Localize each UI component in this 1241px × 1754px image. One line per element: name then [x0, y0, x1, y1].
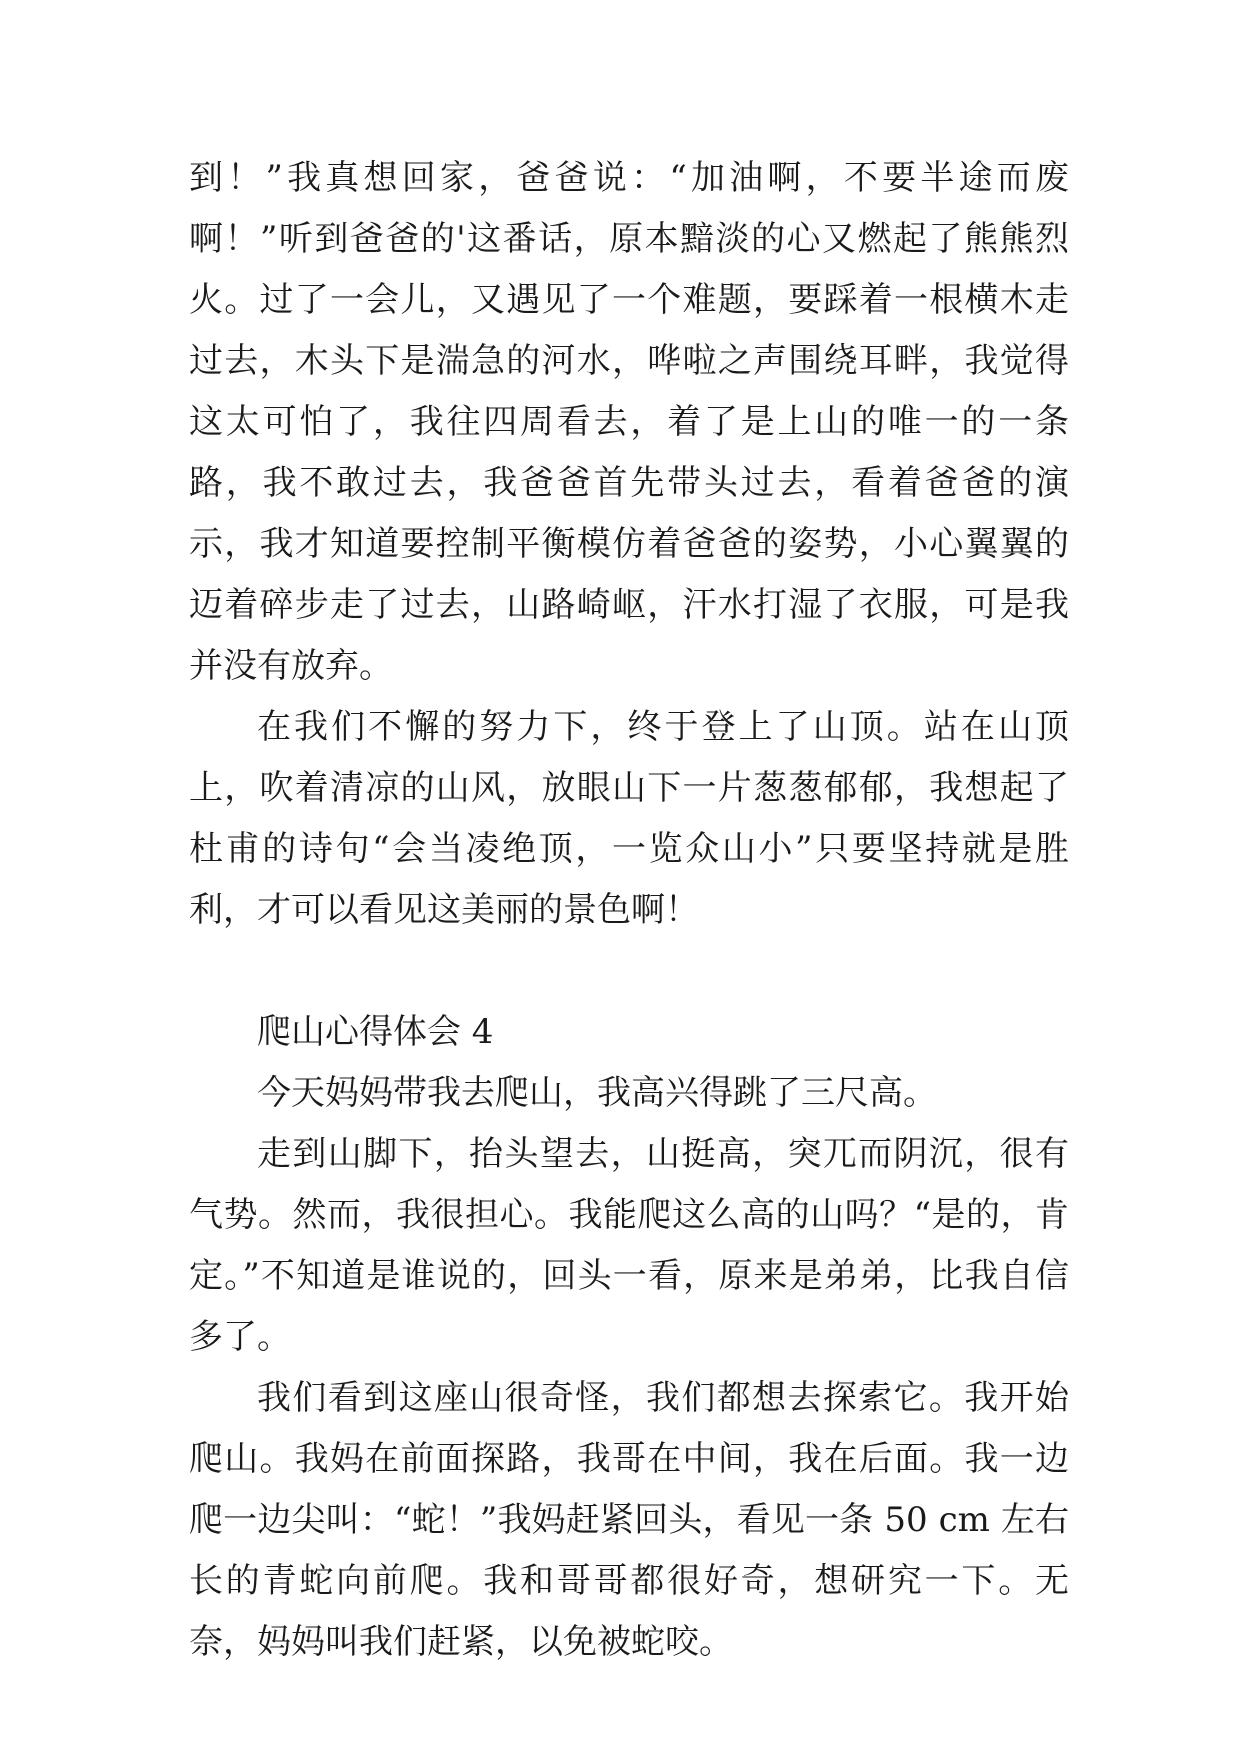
paragraph-mountain-foot: 走到山脚下，抬头望去，山挺高，突兀而阴沉，很有气势。然而，我很担心。我能爬这么高的山吗？“是的，肯定。”不知道是谁说的，回头一看，原来是弟弟，比我自信多了。	[189, 1134, 1069, 1357]
paragraph-summit: 在我们不懈的努力下，终于登上了山顶。站在山顶上，吹着清凉的山风，放眼山下一片葱葱郁郁，我想起了杜甫的诗句“会当凌绝顶，一览众山小”只要坚持就是胜利，才可以看见这美丽的景色啊！	[189, 707, 1069, 930]
paragraph-snake: 我们看到这座山很奇怪，我们都想去探索它。我开始爬山。我妈在前面探路，我哥在中间，我在后面。我一边爬一边尖叫：“蛇！”我妈赶紧回头，看见一条 50 cm 左右长的青蛇向前爬。我和哥哥都很好奇，想研究一下。无奈，妈妈叫我们赶紧，以免被蛇咬。	[189, 1378, 1069, 1662]
document-body	[189, 148, 1069, 1673]
section-title: 爬山心得体会 4	[257, 1012, 494, 1052]
paragraph-intro: 今天妈妈带我去爬山，我高兴得跳了三尺高。	[257, 1073, 937, 1113]
paragraph-continuation: 到！”我真想回家，爸爸说：“加油啊，不要半途而废啊！”听到爸爸的'这番话，原本黯淡的心又燃起了熊熊烈火。过了一会儿，又遇见了一个难题，要踩着一根横木走过去，木头下是湍急的河水，哗啦之声围绕耳畔，我觉得这太可怕了，我往四周看去，着了是上山的唯一的一条路，我不敢过去，我爸爸首先带头过去，看着爸爸的演示，我才知道要控制平衡模仿着爸爸的姿势，小心翼翼的迈着碎步走了过去，山路崎岖，汗水打湿了衣服，可是我并没有放弃。	[189, 158, 1069, 686]
section-gap	[189, 941, 1069, 1002]
